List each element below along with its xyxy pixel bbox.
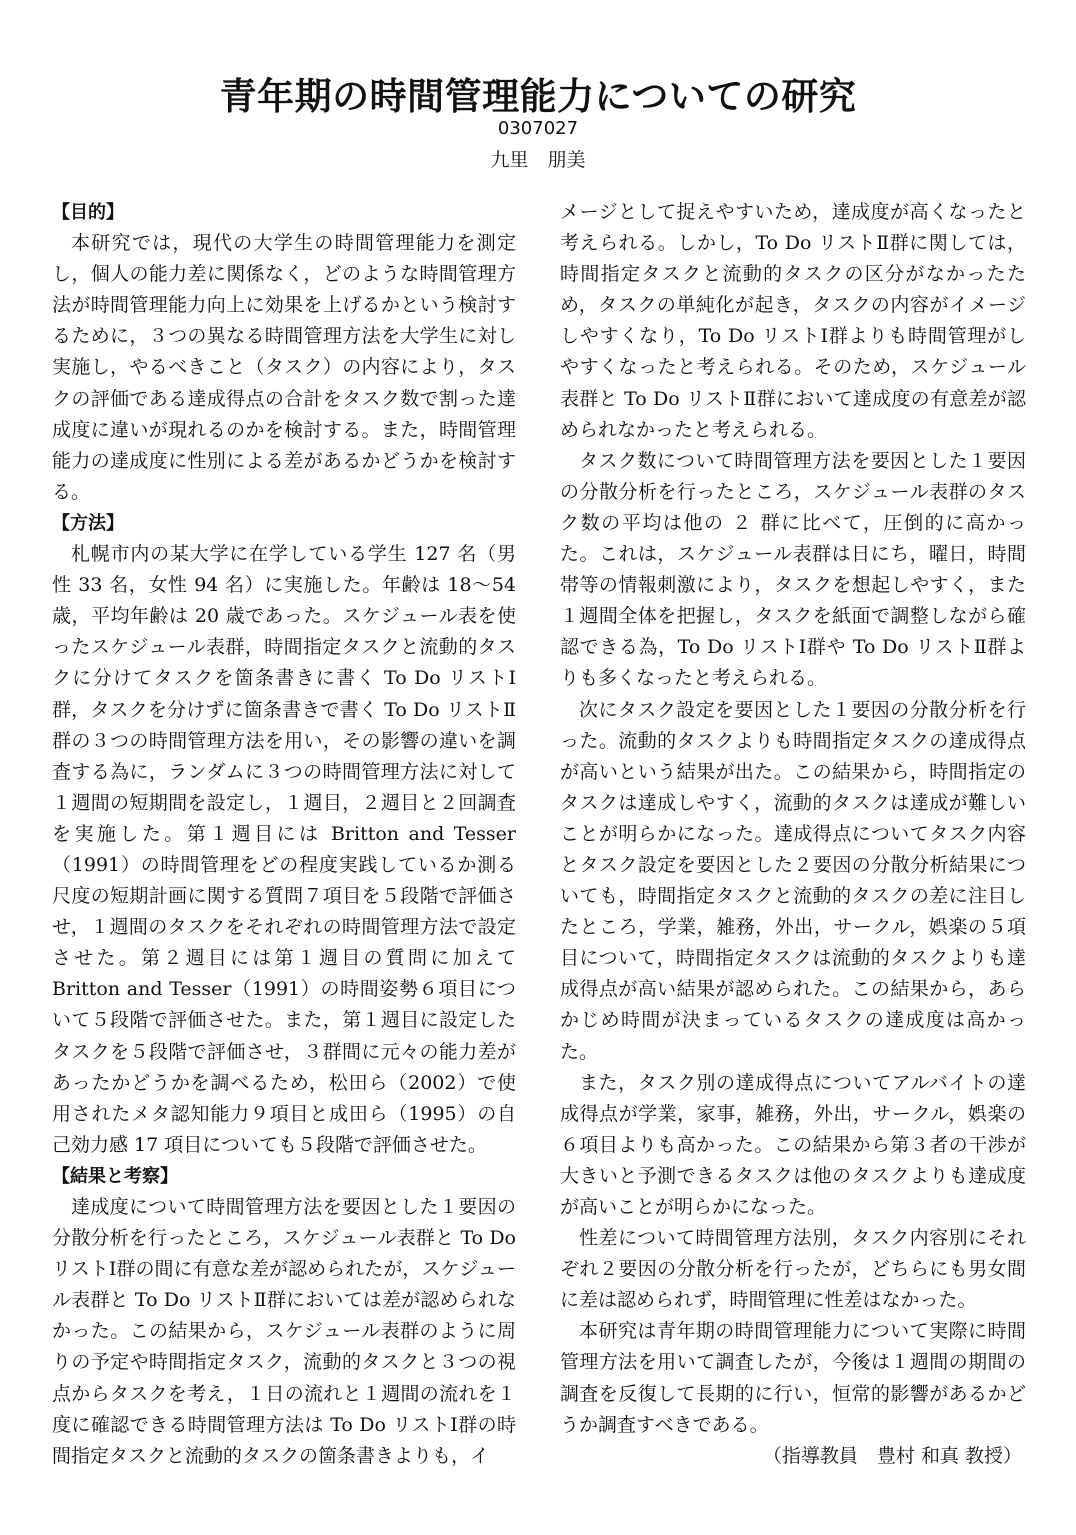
method-heading: 【方法】 bbox=[52, 512, 124, 534]
purpose-heading: 【目的】 bbox=[52, 202, 124, 223]
paper-title: 青年期の時間管理能力についての研究 bbox=[219, 75, 857, 118]
results-paragraph-4: また，タスク別の達成得点についてアルバイトの達成得点が学業，家事，雑務，外出，サークル，娯楽の６項目よりも高かった。この結果から第３者の干渉が大きいと予測できるタスクは他のタスクよりも達成度が高いことが明らかになった。 bbox=[560, 1071, 1026, 1218]
results-paragraph-5: 性差について時間管理方法別，タスク内容別にそれぞれ２要因の分散分析を行ったが，どちらにも男女間に差は認められず，時間管理に性差はなかった。 bbox=[560, 1227, 1026, 1312]
right-column bbox=[560, 197, 1026, 1472]
purpose-paragraph: 本研究では，現代の大学生の時間管理能力を測定し，個人の能力差に関係なく，どのような時間管理方法が時間管理能力向上に効果を上げるかという検討するために，３つの異なる時間管理方法を大学生に対し実施し，やるべきこと（タスク）の内容により，タスクの評価である達成得点の合計をタスク数で割った達成度に違いが現れるのかを検討する。また，時間管理能力の達成度に性別による差があるかどうかを検討する。 bbox=[52, 232, 516, 503]
method-paragraph: 札幌市内の某大学に在学している学生 127 名（男性 33 名，女性 94 名）に実施した。年齢は 18〜54 歳，平均年齢は 20 歳であった。スケジュール表を使ったスケジュール表群，時間指定タスクと流動的タスクに分けてタスクを箇条書きに書く To Do リストⅠ群，タスクを分けずに箇条書きで書く To Do リストⅡ群の３つの時間管理方法を用い，その影響の違いを調査する為に，ランダムに３つの時間管理方法に対して１週間の短期間を設定し，１週目，２週目と２回調査を実施した。第１週目には Britton and Tesser（1991）の時間管理をどの程度実践しているか測る尺度の短期計画に関する質問７項目を５段階で評価させ，１週間のタスクをそれぞれの時間管理方法で設定させた。第２週目には第１週目の質問に加えて Britton and Tesser（1991）の時間姿勢６項目について５段階で評価させた。また，第１週目に設定したタスクを５段階で評価させ，３群間に元々の能力差があったかどうかを調べるため，松田ら（2002）で使用されたメタ認知能力９項目と成田ら（1995）の自己効力感 17 項目についても５段階で評価させた。 bbox=[52, 543, 516, 1156]
results-heading: 【結果と考察】 bbox=[52, 1165, 178, 1187]
results-paragraph-3: 次にタスク設定を要因とした１要因の分散分析を行った。流動的タスクよりも時間指定タスクの達成得点が高いという結果が出た。この結果から，時間指定のタスクは達成しやすく，流動的タスクは達成が難しいことが明らかになった。達成得点についてタスク内容とタスク設定を要因とした２要因の分散分析結果についても，時間指定タスクと流動的タスクの差に注目したところ，学業，雑務，外出，サークル，娯楽の５項目について，時間指定タスクは流動的タスクよりも達成得点が高い結果が認められた。この結果から，あらかじめ時間が決まっているタスクの達成度は高かった。 bbox=[560, 698, 1026, 1063]
left-column bbox=[52, 197, 516, 1472]
author-name: 九里 朋美 bbox=[490, 149, 586, 171]
results-paragraph-1: 達成度について時間管理方法を要因とした１要因の分散分析を行ったところ，スケジュール表群と To Do リストⅠ群の間に有意な差が認められたが，スケジュール表群と To Do リストⅡ群においては差が認められなかった。この結果から，スケジュール表群のように周りの予定や時間指定タスク，流動的タスクと３つの視点からタスクを考え，１日の流れと１週間の流れを１度に確認できる時間管理方法は To Do リストⅠ群の時間指定タスクと流動的タスクの箇条書きよりも，イ bbox=[52, 1196, 516, 1467]
advisor-credit: （指導教員 豊村 和真 教授） bbox=[762, 1444, 1022, 1467]
results-paragraph-6: 本研究は青年期の時間管理能力について実際に時間管理方法を用いて調査したが，今後は１週間の期間の調査を反復して長期的に行い，恒常的影響があるかどうか調査すべきである。 bbox=[560, 1320, 1026, 1436]
results-paragraph-2: タスク数について時間管理方法を要因とした１要因の分散分析を行ったところ，スケジュール表群のタスク数の平均は他の ２ 群に比べて，圧倒的に高かった。これは，スケジュール表群は日にち，曜日，時間帯等の情報刺激により，タスクを想起しやすく，また１週間全体を把握し，タスクを紙面で調整しながら確認できる為，To Do リストⅠ群や To Do リストⅡ群よりも多くなったと考えられる。 bbox=[560, 449, 1026, 690]
results-paragraph-1-continued: メージとして捉えやすいため，達成度が高くなったと考えられる。しかし，To Do リストⅡ群に関しては，時間指定タスクと流動的タスクの区分がなかったため，タスクの単純化が起き，タスクの内容がイメージしやすくなり，To Do リストⅠ群よりも時間管理がしやすくなったと考えられる。そのため，スケジュール表群と To Do リストⅡ群において達成度の有意差が認められなかったと考えられる。 bbox=[560, 201, 1026, 441]
student-id: 0307027 bbox=[497, 118, 579, 139]
